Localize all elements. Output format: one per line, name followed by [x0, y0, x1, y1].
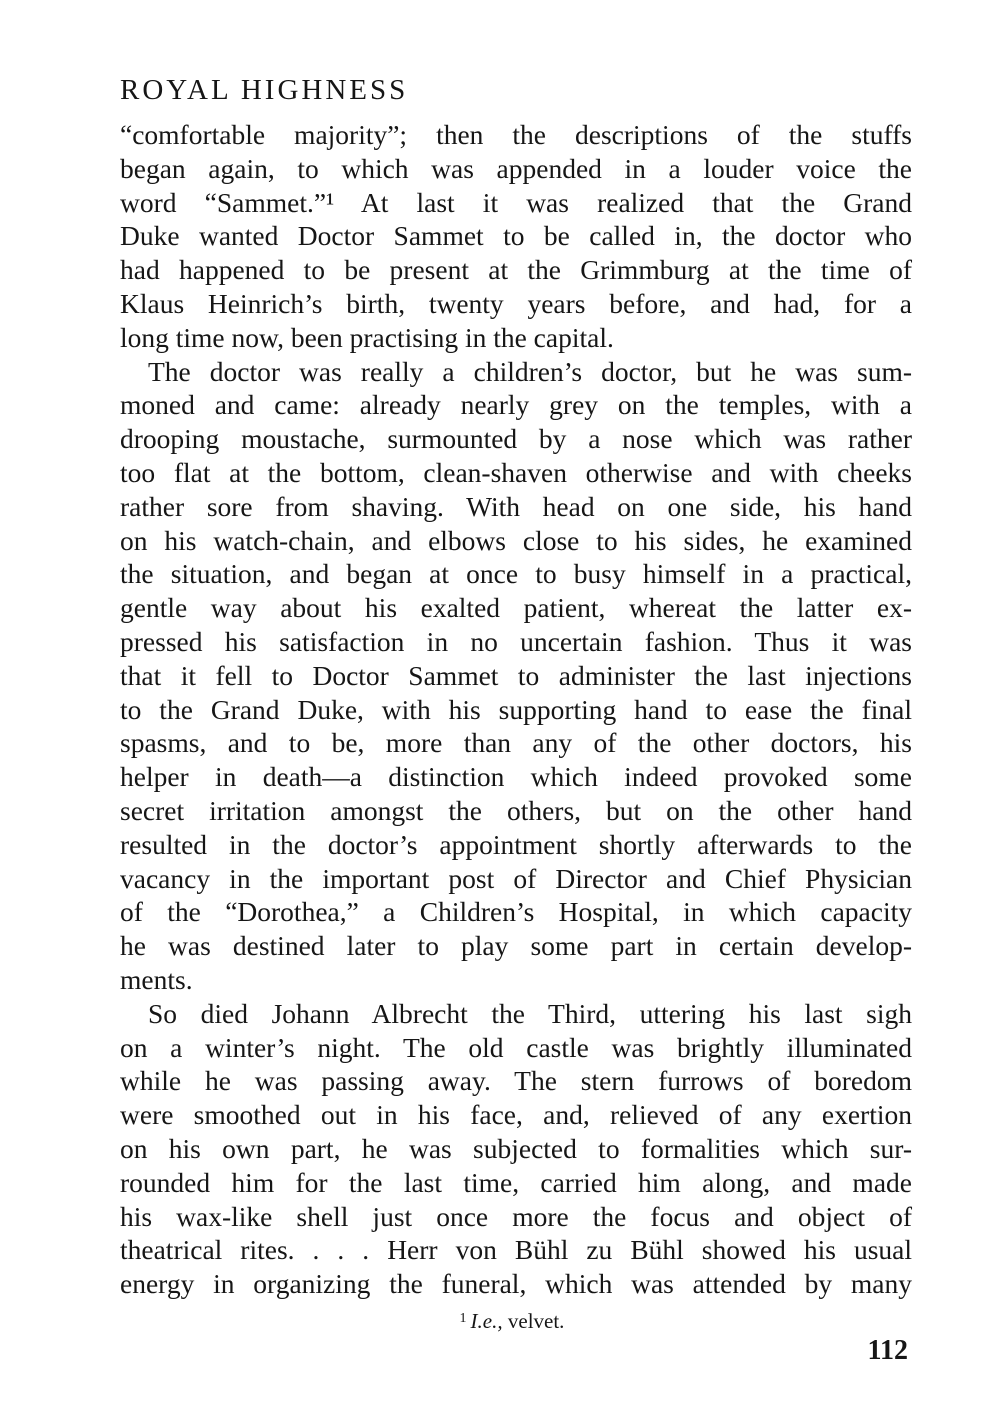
footnote	[0, 1306, 1000, 1334]
text-line: vacancy in the important post of Director and Chief Physician	[120, 862, 912, 894]
text-line: on a winter’s night. The old castle was brightly illuminated	[120, 1031, 912, 1063]
text-line: helper in death—a distinction which indeed provoked some	[120, 761, 912, 793]
footnote-text: velvet.	[507, 1309, 565, 1333]
text-line: pressed his satisfaction in no uncertain fashion. Thus it was	[120, 625, 912, 657]
page-number: 112	[867, 1335, 908, 1366]
footnote-abbreviation: I.e.,	[470, 1309, 503, 1333]
text-line: of the “Dorothea,” a Children’s Hospital, in which capacity	[120, 896, 912, 928]
text-line: ments.	[120, 963, 193, 995]
text-line: he was destined later to play some part in certain develop-	[120, 930, 912, 962]
text-line: too flat at the bottom, clean-shaven otherwise and with cheeks	[120, 456, 912, 488]
text-line: the situation, and began at once to busy himself in a practical,	[120, 558, 912, 590]
running-head: ROYAL HIGHNESS	[120, 74, 409, 106]
text-line: resulted in the doctor’s appointment shortly afterwards to the	[120, 828, 912, 860]
text-line: moned and came: already nearly grey on the temples, with a	[120, 389, 912, 421]
text-line: Klaus Heinrich’s birth, twenty years before, and had, for a	[120, 287, 912, 319]
text-line: that it fell to Doctor Sammet to administer the last injections	[120, 659, 912, 691]
text-line: So died Johann Albrecht the Third, uttering his last sigh	[148, 997, 912, 1029]
text-line: Duke wanted Doctor Sammet to be called in, the doctor who	[120, 220, 912, 252]
text-line: rounded him for the last time, carried him along, and made	[120, 1166, 912, 1198]
text-line: word “Sammet.”¹ At last it was realized that the Grand	[120, 186, 912, 218]
text-line: “comfortable majority”; then the descriptions of the stuffs	[120, 119, 912, 150]
text-line: drooping moustache, surmounted by a nose which was rather	[120, 423, 912, 455]
text-line: spasms, and to be, more than any of the other doctors, his	[120, 727, 912, 759]
text-line: his wax-like shell just once more the focus and object of	[120, 1200, 912, 1232]
text-line: began again, to which was appended in a louder voice the	[120, 152, 912, 184]
text-line: long time now, been practising in the capital.	[120, 321, 614, 353]
text-line: while he was passing away. The stern furrows of boredom	[120, 1065, 912, 1097]
text-line: to the Grand Duke, with his supporting hand to ease the final	[120, 693, 912, 725]
text-line: on his own part, he was subjected to formalities which sur-	[120, 1132, 912, 1164]
text-line: rather sore from shaving. With head on one side, his hand	[120, 490, 912, 522]
text-line: were smoothed out in his face, and, relieved of any exertion	[120, 1099, 912, 1131]
text-line: gentle way about his exalted patient, whereat the latter ex-	[120, 592, 912, 624]
text-line: had happened to be present at the Grimmburg at the time of	[120, 254, 912, 286]
text-line: theatrical rites. . . . Herr von Bühl zu Bühl showed his usual	[120, 1234, 912, 1266]
text-line: The doctor was really a children’s doctor, but he was sum-	[148, 355, 912, 387]
body-text	[120, 118, 912, 1301]
footnote-marker: 1	[459, 1311, 467, 1326]
text-line: secret irritation amongst the others, but on the other hand	[120, 794, 912, 826]
text-line: on his watch-chain, and elbows close to his sides, he examined	[120, 524, 912, 556]
text-line: energy in organizing the funeral, which was attended by many	[120, 1268, 912, 1300]
